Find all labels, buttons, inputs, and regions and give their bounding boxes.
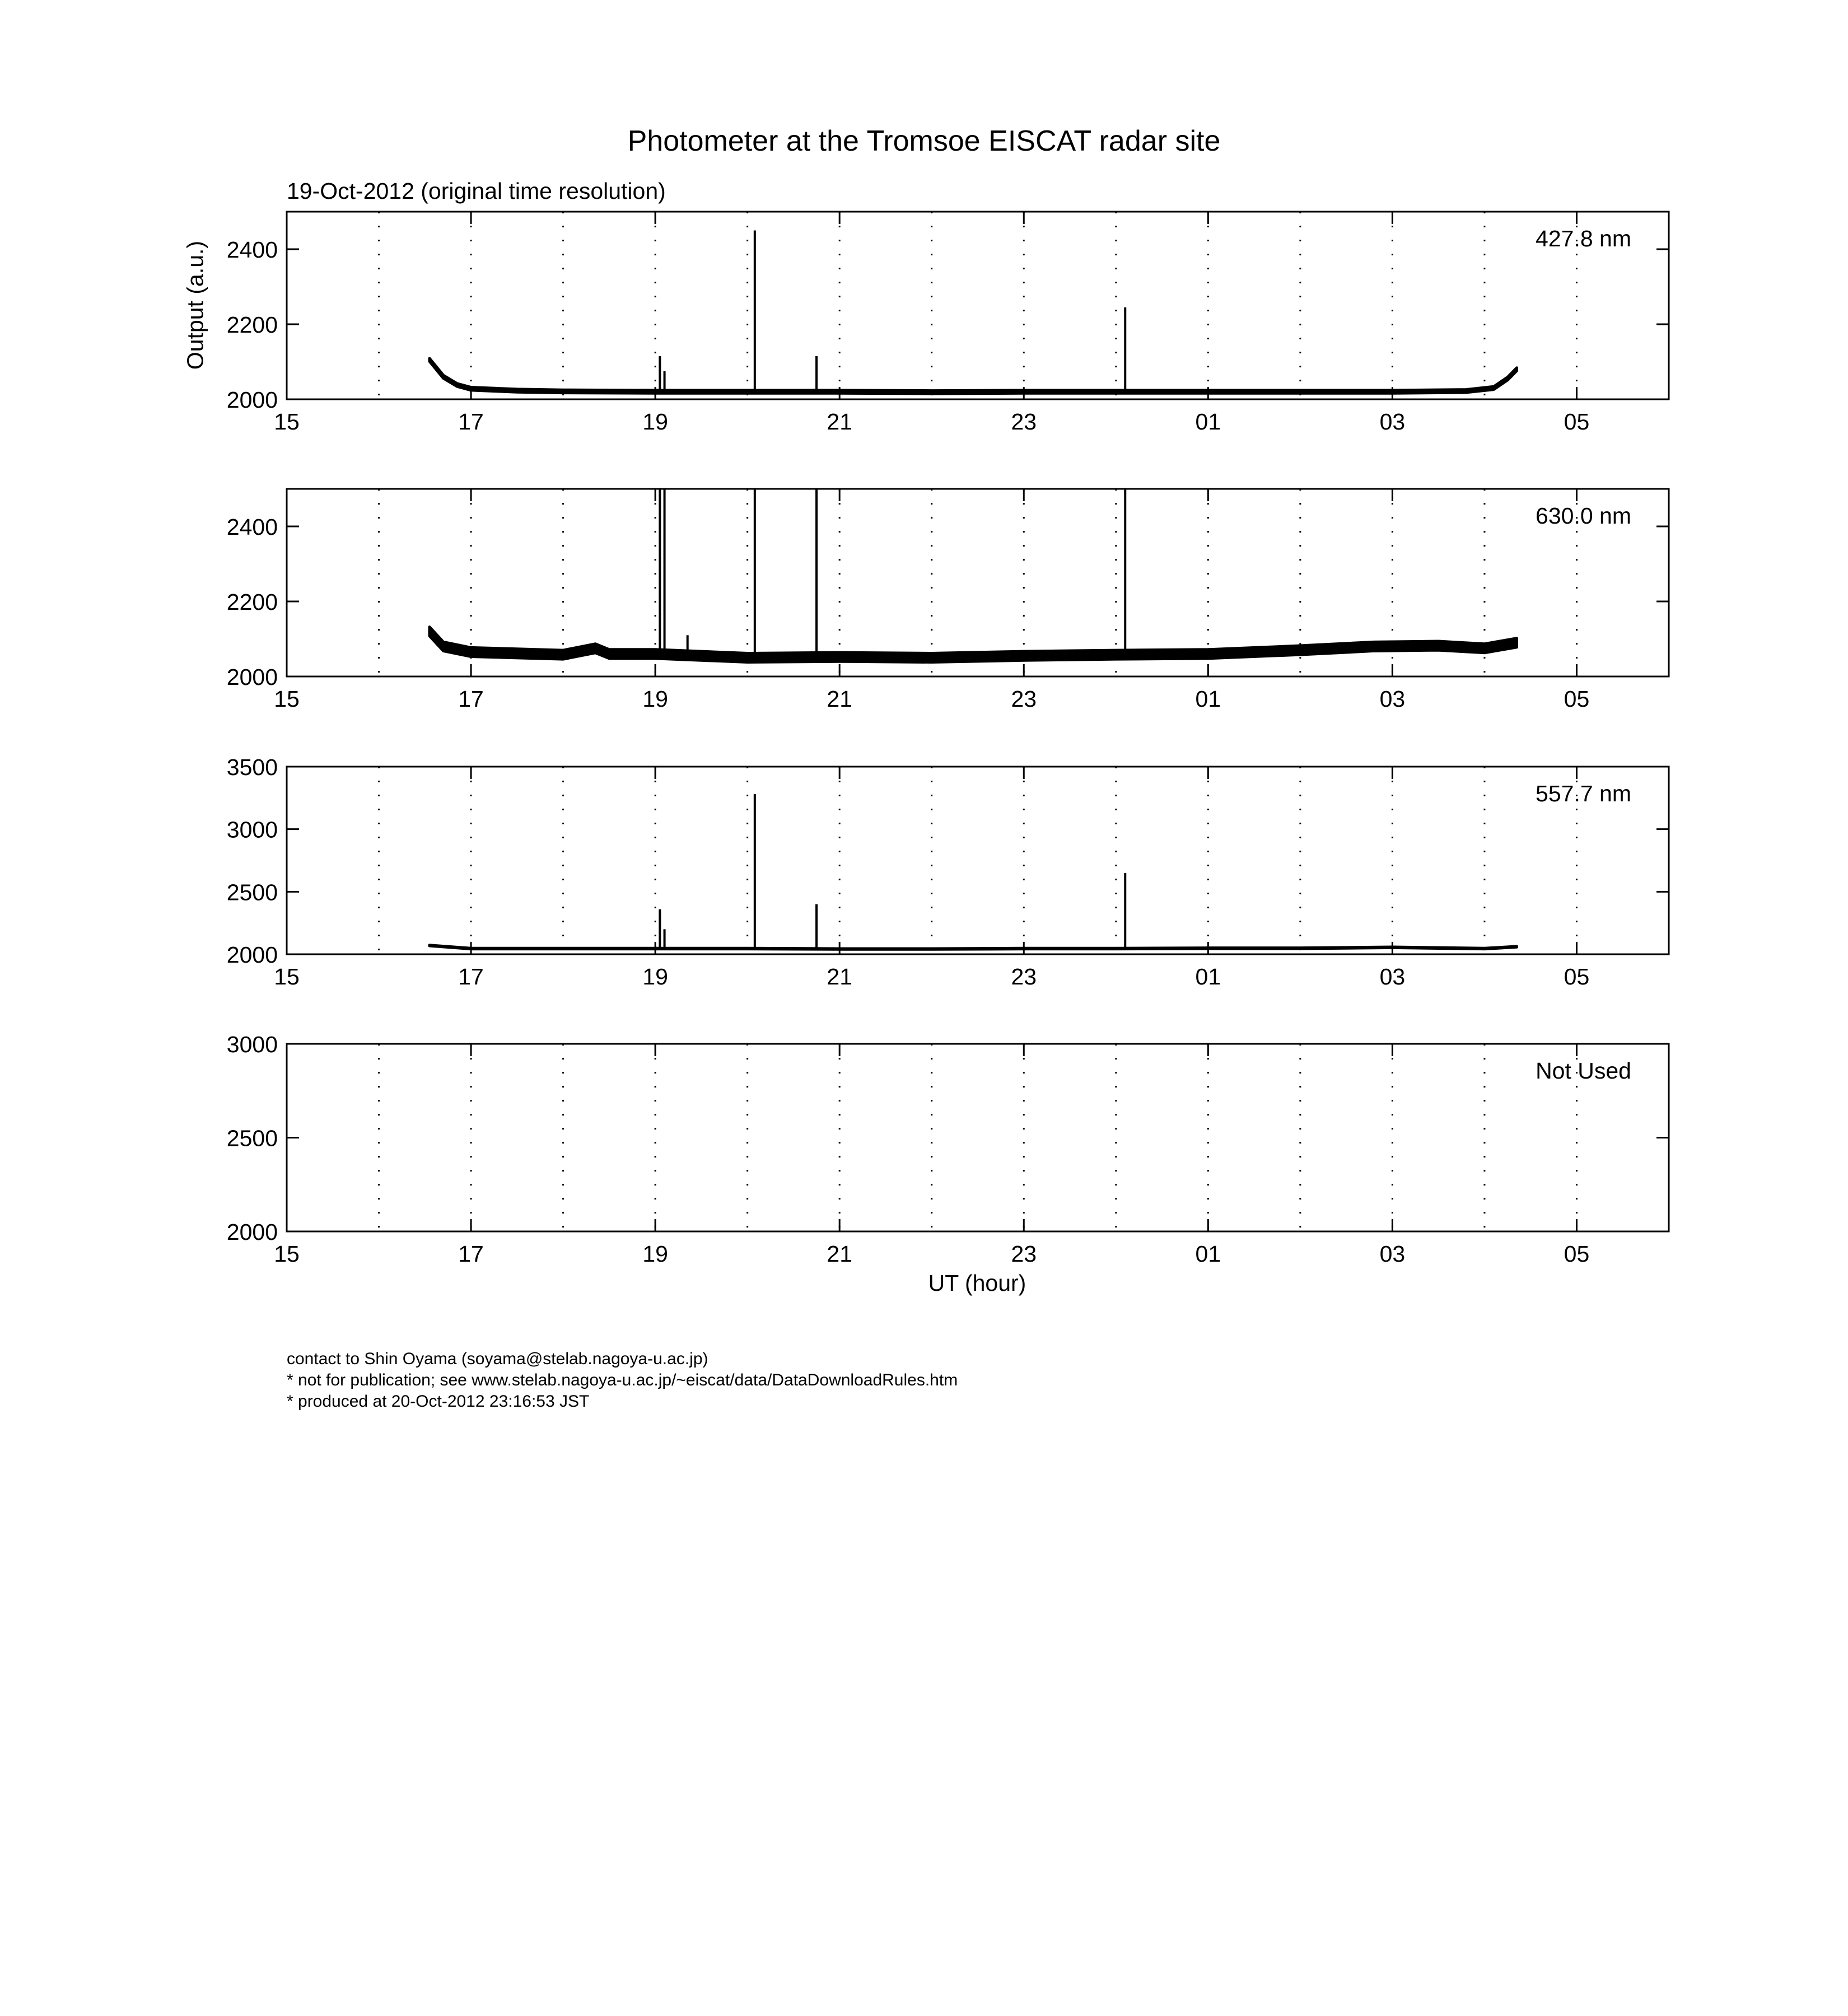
panel-1-series-band: [430, 358, 1516, 394]
panel-1-axes-frame: [287, 212, 1669, 399]
panel-2-y-tick-label: 2400: [226, 514, 278, 540]
panel-3-y-tick-label: 2000: [226, 942, 278, 968]
panel-1-x-tick-label: 23: [1011, 409, 1037, 435]
panel-1-x-tick-label: 05: [1564, 409, 1590, 435]
panel-3-y-tick-label: 3000: [226, 816, 278, 843]
panel-4-x-tick-label: 23: [1011, 1241, 1037, 1267]
panel-1-x-tick-label: 03: [1379, 409, 1406, 435]
panel-3-y-tick-label: 2500: [226, 879, 278, 906]
panel-3-x-tick-label: 23: [1011, 964, 1037, 990]
panel-3-x-tick-label: 21: [827, 964, 853, 990]
panel-4-x-tick-label: 17: [458, 1241, 484, 1267]
panel-4-axes-frame: [287, 1044, 1669, 1231]
x-axis-label: UT (hour): [928, 1270, 1026, 1296]
footer-notes: [287, 1348, 958, 1412]
panel-4-y-tick-label: 2000: [226, 1219, 278, 1245]
panel-4-y-tick-label: 2500: [226, 1125, 278, 1151]
panel-2-x-tick-label: 23: [1011, 686, 1037, 712]
panel-2-channel-label: 630.0 nm: [1536, 503, 1631, 529]
panel-1-x-tick-label: 21: [827, 409, 853, 435]
panel-3-x-tick-label: 03: [1379, 964, 1406, 990]
panel-2-x-tick-label: 17: [458, 686, 484, 712]
panel-1-x-tick-label: 15: [274, 409, 300, 435]
panel-4-x-tick-label: 05: [1564, 1241, 1590, 1267]
panel-3-x-tick-label: 15: [274, 964, 300, 990]
footer-publication-note: * not for publication; see www.stelab.nagoya-u.ac.jp/~eiscat/data/DataDownloadRules.htm: [287, 1371, 958, 1389]
figure-title: Photometer at the Tromsoe EISCAT radar site: [627, 125, 1221, 157]
panel-1-x-tick-label: 19: [642, 409, 668, 435]
panel-1-x-tick-label: 17: [458, 409, 484, 435]
panel-3-channel-label: 557.7 nm: [1536, 781, 1631, 806]
panel-1-y-tick-label: 2400: [226, 237, 278, 263]
panel-2-y-tick-label: 2000: [226, 664, 278, 690]
panel-3-x-tick-label: 05: [1564, 964, 1590, 990]
panel-1-x-tick-label: 01: [1195, 409, 1221, 435]
footer-contact: contact to Shin Oyama (soyama@stelab.nagoya-u.ac.jp): [287, 1350, 708, 1368]
panel-4-channel-label: Not Used: [1536, 1058, 1631, 1084]
panel-4-x-tick-label: 03: [1379, 1241, 1406, 1267]
panel-2-x-tick-label: 15: [274, 686, 300, 712]
panel-2-x-tick-label: 05: [1564, 686, 1590, 712]
panel-4-x-tick-label: 15: [274, 1241, 300, 1267]
y-axis-label: Output (a.u.): [182, 240, 208, 370]
panel-2-x-tick-label: 19: [642, 686, 668, 712]
panel-1-channel-label: 427.8 nm: [1536, 226, 1631, 251]
panel-2-series-band: [430, 627, 1516, 662]
panel-3-series-band: [430, 945, 1516, 950]
figure-subtitle: 19-Oct-2012 (original time resolution): [287, 178, 666, 204]
panel-3-x-tick-label: 19: [642, 964, 668, 990]
panel-4-x-tick-label: 19: [642, 1241, 668, 1267]
panel-2-x-tick-label: 21: [827, 686, 853, 712]
panel-2-x-tick-label: 03: [1379, 686, 1406, 712]
panel-2-y-tick-label: 2200: [226, 589, 278, 615]
panel-3-axes-frame: [287, 767, 1669, 954]
footer-produced-note: * produced at 20-Oct-2012 23:16:53 JST: [287, 1392, 590, 1411]
panel-4-x-tick-label: 01: [1195, 1241, 1221, 1267]
panel-3-x-tick-label: 17: [458, 964, 484, 990]
panel-1-y-tick-label: 2200: [226, 312, 278, 338]
panel-3-y-tick-label: 3500: [226, 754, 278, 780]
panel-4-y-tick-label: 3000: [226, 1032, 278, 1057]
panel-3-x-tick-label: 01: [1195, 964, 1221, 990]
panel-1-y-tick-label: 2000: [226, 387, 278, 413]
panel-4-x-tick-label: 21: [827, 1241, 853, 1267]
panel-2-x-tick-label: 01: [1195, 686, 1221, 712]
